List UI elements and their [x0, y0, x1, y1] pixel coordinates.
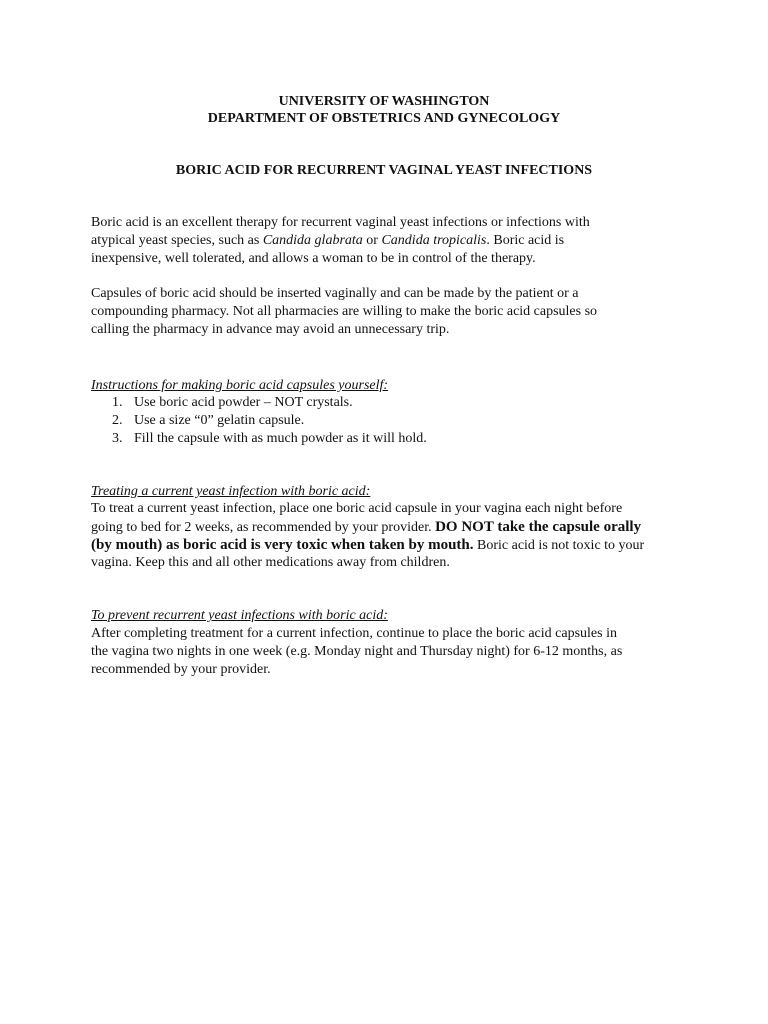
prevent-heading: To prevent recurrent yeast infections with boric acid: [91, 608, 388, 623]
intro-line-1: Boric acid is an excellent therapy for recurrent vaginal yeast infections or infections with [91, 215, 590, 230]
capsules-line-2: compounding pharmacy. Not all pharmacies are willing to make the boric acid capsules so [91, 304, 598, 319]
list-item-number: 2. [112, 413, 123, 428]
list-item-text: Fill the capsule with as much powder as it will hold. [134, 431, 427, 446]
species-tropicalis: Candida tropicalis [381, 233, 487, 248]
list-item [112, 394, 712, 412]
treating-line-3-b: Boric acid is not toxic to your [473, 538, 645, 553]
prevent-line-3: recommended by your provider. [91, 662, 271, 677]
intro-paragraph [91, 214, 691, 268]
document-title: BORIC ACID FOR RECURRENT VAGINAL YEAST INFECTIONS [175, 163, 593, 178]
treating-line-1: To treat a current yeast infection, place one boric acid capsule in your vagina each night before [91, 501, 623, 516]
intro-line-2 [91, 232, 691, 250]
instructions-list [112, 394, 712, 448]
prevent-paragraph [91, 625, 691, 679]
capsules-line-3: calling the pharmacy in advance may avoid an unnecessary trip. [91, 322, 450, 337]
capsules-line-1: Capsules of boric acid should be inserted vaginally and can be made by the patient or a [91, 286, 579, 301]
institution-heading: UNIVERSITY OF WASHINGTON [278, 94, 490, 109]
prevent-line-2: the vagina two nights in one week (e.g. Monday night and Thursday night) for 6-12 months, as [91, 644, 623, 659]
treating-heading: Treating a current yeast infection with boric acid: [91, 484, 371, 499]
treating-line-2 [91, 518, 691, 536]
treating-paragraph [91, 500, 691, 572]
list-item-text: Use a size “0” gelatin capsule. [134, 413, 305, 428]
instructions-heading: Instructions for making boric acid capsules yourself: [91, 378, 389, 393]
species-glabrata: Candida glabrata [262, 233, 363, 248]
list-item-number: 1. [112, 395, 123, 410]
treating-line-4: vagina. Keep this and all other medications away from children. [91, 555, 450, 570]
prevent-line-1: After completing treatment for a current infection, continue to place the boric acid capsules in [91, 626, 617, 641]
intro-line-2-e: . Boric acid is [486, 233, 565, 248]
warning-text-start: DO NOT take the capsule orally [435, 519, 642, 535]
list-item [112, 430, 712, 448]
intro-line-2-a: atypical yeast species, such as [91, 233, 263, 248]
list-item-text: Use boric acid powder – NOT crystals. [134, 395, 353, 410]
department-heading: DEPARTMENT OF OBSTETRICS AND GYNECOLOGY [207, 111, 561, 126]
treating-line-2-a: going to bed for 2 weeks, as recommended by your provider. [91, 520, 436, 535]
list-item-number: 3. [112, 431, 123, 446]
intro-line-2-c: or [362, 233, 382, 248]
capsules-paragraph [91, 285, 691, 339]
treating-line-3 [91, 536, 691, 554]
list-item [112, 412, 712, 430]
warning-text-end: (by mouth) as boric acid is very toxic when taken by mouth. [91, 537, 474, 553]
intro-line-3: inexpensive, well tolerated, and allows a woman to be in control of the therapy. [91, 251, 536, 266]
